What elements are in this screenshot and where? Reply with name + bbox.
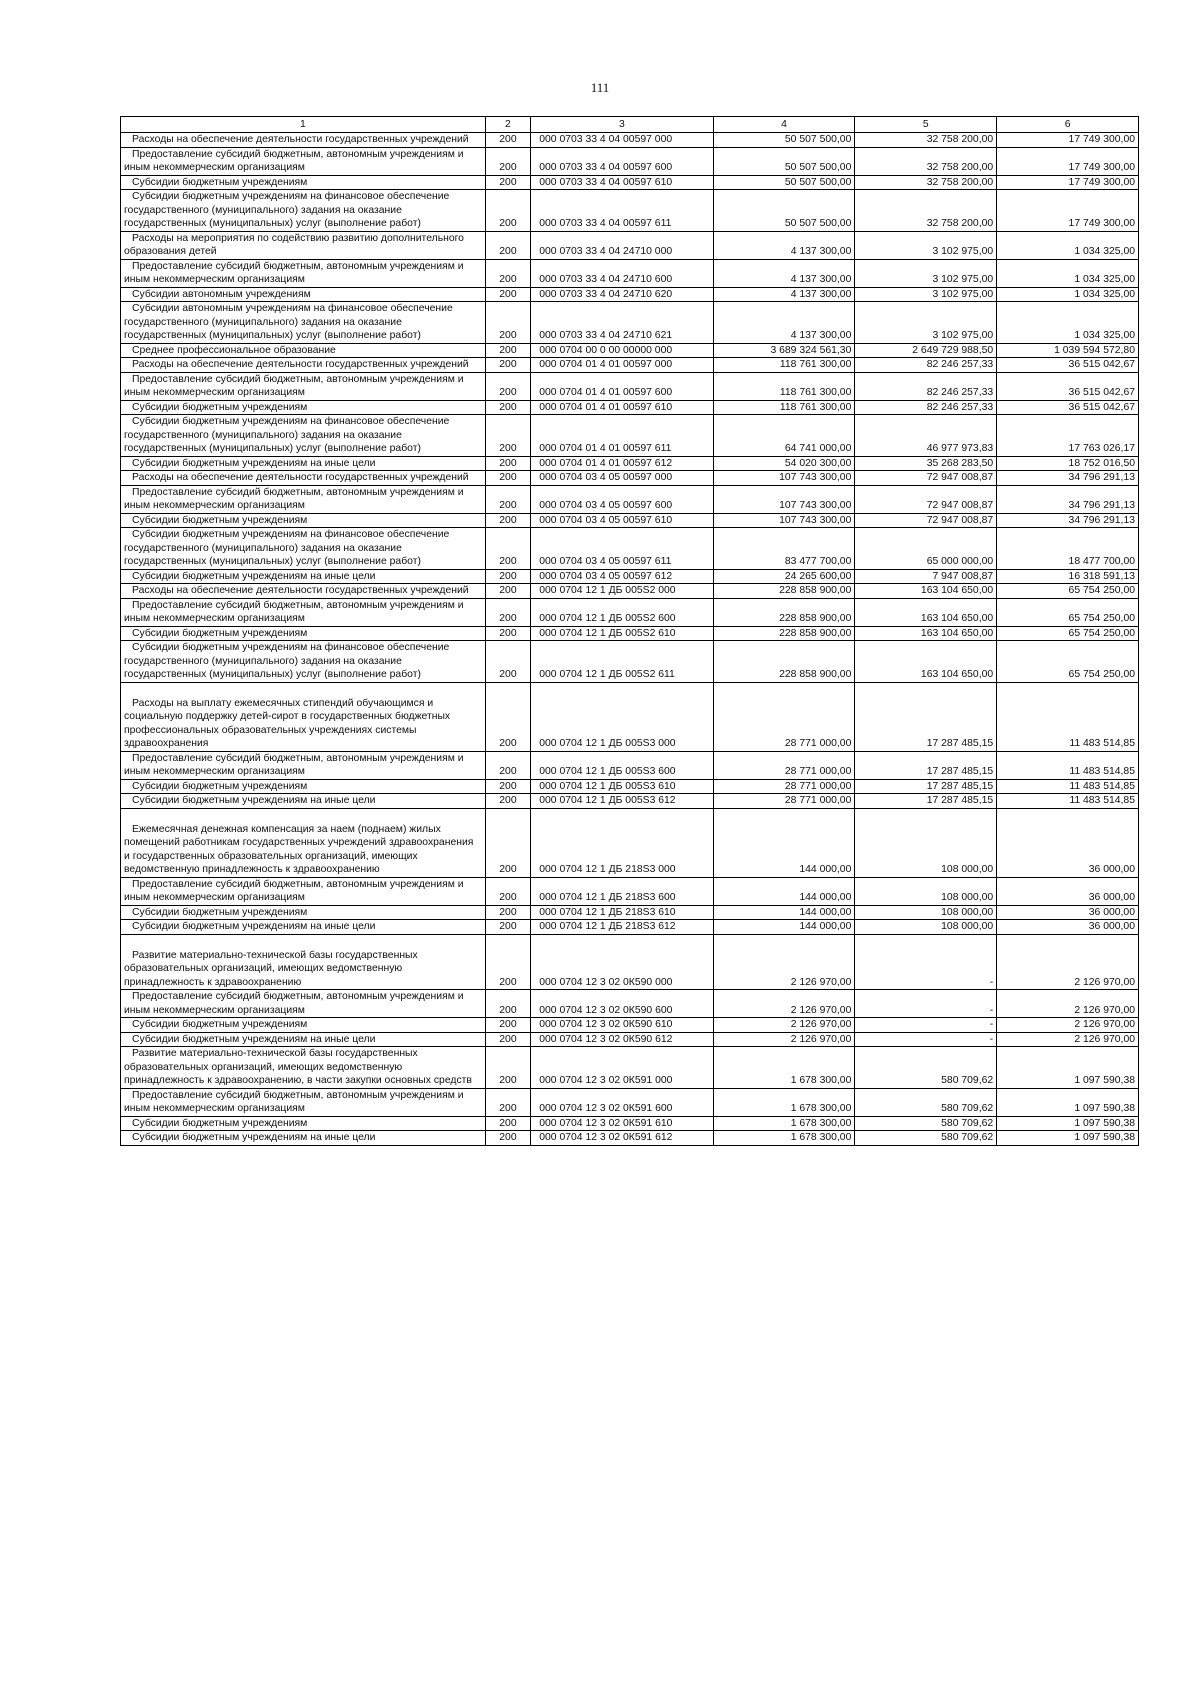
row-admin-code: 200 <box>485 400 531 415</box>
row-admin-code: 200 <box>485 877 531 905</box>
row-budget-code: 000 0704 01 4 01 00597 600 <box>531 372 713 400</box>
row-name: Субсидии бюджетным учреждениям <box>121 779 486 794</box>
table-row <box>121 485 1139 513</box>
row-value-col4: 144 000,00 <box>713 920 855 935</box>
header-col-4: 4 <box>713 117 855 133</box>
row-budget-code: 000 0704 12 1 ДБ 218S3 610 <box>531 905 713 920</box>
row-value-col5: - <box>855 1018 997 1033</box>
row-budget-code: 000 0704 12 3 02 0К591 610 <box>531 1116 713 1131</box>
row-value-col4: 228 858 900,00 <box>713 626 855 641</box>
row-admin-code: 200 <box>485 147 531 175</box>
row-value-col5: 7 947 008,87 <box>855 569 997 584</box>
table-row <box>121 877 1139 905</box>
row-value-col5: 3 102 975,00 <box>855 231 997 259</box>
row-value-col4: 83 477 700,00 <box>713 528 855 570</box>
row-value-col6: 1 039 594 572,80 <box>997 343 1139 358</box>
row-name: Субсидии бюджетным учреждениям на иные цели <box>121 794 486 809</box>
row-admin-code: 200 <box>485 682 531 751</box>
row-value-col6: 36 000,00 <box>997 877 1139 905</box>
row-admin-code: 200 <box>485 513 531 528</box>
row-name: Расходы на обеспечение деятельности государственных учреждений <box>121 358 486 373</box>
row-admin-code: 200 <box>485 259 531 287</box>
row-value-col6: 34 796 291,13 <box>997 513 1139 528</box>
row-budget-code: 000 0704 03 4 05 00597 600 <box>531 485 713 513</box>
row-value-col5: 72 947 008,87 <box>855 513 997 528</box>
row-admin-code: 200 <box>485 1018 531 1033</box>
row-admin-code: 200 <box>485 1131 531 1146</box>
row-value-col4: 144 000,00 <box>713 877 855 905</box>
row-name: Субсидии бюджетным учреждениям на иные цели <box>121 920 486 935</box>
table-row <box>121 372 1139 400</box>
row-value-col6: 1 097 590,38 <box>997 1116 1139 1131</box>
row-value-col5: 3 102 975,00 <box>855 259 997 287</box>
row-value-col6: 36 000,00 <box>997 808 1139 877</box>
row-value-col6: 2 126 970,00 <box>997 990 1139 1018</box>
row-name: Субсидии бюджетным учреждениям на иные цели <box>121 456 486 471</box>
row-budget-code: 000 0704 12 3 02 0К590 612 <box>531 1032 713 1047</box>
row-admin-code: 200 <box>485 415 531 457</box>
row-admin-code: 200 <box>485 905 531 920</box>
row-budget-code: 000 0704 12 1 ДБ 005S2 600 <box>531 598 713 626</box>
table-row <box>121 682 1139 751</box>
row-value-col5: 17 287 485,15 <box>855 751 997 779</box>
row-name: Субсидии бюджетным учреждениям <box>121 175 486 190</box>
row-value-col6: 1 034 325,00 <box>997 259 1139 287</box>
row-budget-code: 000 0704 12 3 02 0К591 612 <box>531 1131 713 1146</box>
table-row <box>121 905 1139 920</box>
row-value-col6: 11 483 514,85 <box>997 794 1139 809</box>
row-admin-code: 200 <box>485 934 531 990</box>
row-admin-code: 200 <box>485 343 531 358</box>
row-budget-code: 000 0704 12 1 ДБ 218S3 000 <box>531 808 713 877</box>
table-row <box>121 1131 1139 1146</box>
row-name: Предоставление субсидий бюджетным, автономным учреждениям и иным некоммерческим организациям <box>121 598 486 626</box>
row-budget-code: 000 0704 01 4 01 00597 610 <box>531 400 713 415</box>
row-name: Расходы на обеспечение деятельности государственных учреждений <box>121 471 486 486</box>
row-value-col4: 228 858 900,00 <box>713 598 855 626</box>
row-value-col4: 107 743 300,00 <box>713 513 855 528</box>
row-admin-code: 200 <box>485 626 531 641</box>
row-admin-code: 200 <box>485 751 531 779</box>
row-value-col4: 24 265 600,00 <box>713 569 855 584</box>
header-col-3: 3 <box>531 117 713 133</box>
row-value-col5: - <box>855 990 997 1018</box>
row-value-col4: 2 126 970,00 <box>713 990 855 1018</box>
row-admin-code: 200 <box>485 641 531 683</box>
row-budget-code: 000 0704 12 1 ДБ 005S3 610 <box>531 779 713 794</box>
row-budget-code: 000 0704 12 1 ДБ 005S2 611 <box>531 641 713 683</box>
row-value-col6: 65 754 250,00 <box>997 626 1139 641</box>
row-name: Расходы на обеспечение деятельности государственных учреждений <box>121 133 486 148</box>
row-value-col4: 4 137 300,00 <box>713 287 855 302</box>
table-row <box>121 779 1139 794</box>
row-value-col4: 4 137 300,00 <box>713 259 855 287</box>
table-row <box>121 400 1139 415</box>
row-budget-code: 000 0704 12 1 ДБ 005S3 600 <box>531 751 713 779</box>
row-name: Субсидии бюджетным учреждениям <box>121 1116 486 1131</box>
header-col-1: 1 <box>121 117 486 133</box>
row-value-col4: 50 507 500,00 <box>713 175 855 190</box>
table-row <box>121 343 1139 358</box>
row-value-col6: 17 763 026,17 <box>997 415 1139 457</box>
row-name: Субсидии бюджетным учреждениям на финансовое обеспечение государственного (муниципального) задания на оказание государственных (муниципальных) услуг (выполнение работ) <box>121 641 486 683</box>
row-value-col5: 72 947 008,87 <box>855 471 997 486</box>
row-value-col4: 4 137 300,00 <box>713 231 855 259</box>
row-budget-code: 000 0704 12 3 02 0К590 000 <box>531 934 713 990</box>
row-name: Развитие материально-технической базы государственных образовательных организаций, имеющих ведомственную принадлежность к здравоохранению <box>121 934 486 990</box>
row-admin-code: 200 <box>485 808 531 877</box>
row-admin-code: 200 <box>485 1047 531 1089</box>
row-value-col6: 2 126 970,00 <box>997 1018 1139 1033</box>
row-budget-code: 000 0703 33 4 04 00597 611 <box>531 190 713 232</box>
row-value-col4: 144 000,00 <box>713 808 855 877</box>
row-admin-code: 200 <box>485 1032 531 1047</box>
row-value-col6: 1 034 325,00 <box>997 302 1139 344</box>
row-value-col5: 32 758 200,00 <box>855 147 997 175</box>
row-value-col6: 1 097 590,38 <box>997 1047 1139 1089</box>
table-row <box>121 528 1139 570</box>
row-value-col5: 580 709,62 <box>855 1116 997 1131</box>
row-value-col5: 163 104 650,00 <box>855 626 997 641</box>
row-value-col6: 36 000,00 <box>997 920 1139 935</box>
row-budget-code: 000 0704 03 4 05 00597 610 <box>531 513 713 528</box>
table-row <box>121 1088 1139 1116</box>
row-value-col4: 2 126 970,00 <box>713 1018 855 1033</box>
row-value-col5: 108 000,00 <box>855 877 997 905</box>
row-admin-code: 200 <box>485 779 531 794</box>
row-admin-code: 200 <box>485 372 531 400</box>
row-admin-code: 200 <box>485 175 531 190</box>
table-row <box>121 358 1139 373</box>
table-row <box>121 287 1139 302</box>
row-value-col4: 50 507 500,00 <box>713 133 855 148</box>
row-budget-code: 000 0704 12 3 02 0К590 610 <box>531 1018 713 1033</box>
row-admin-code: 200 <box>485 598 531 626</box>
table-row <box>121 175 1139 190</box>
row-value-col5: 3 102 975,00 <box>855 287 997 302</box>
row-value-col4: 228 858 900,00 <box>713 584 855 599</box>
row-value-col6: 2 126 970,00 <box>997 934 1139 990</box>
row-name: Предоставление субсидий бюджетным, автономным учреждениям и иным некоммерческим организациям <box>121 990 486 1018</box>
row-name: Субсидии бюджетным учреждениям <box>121 905 486 920</box>
row-admin-code: 200 <box>485 485 531 513</box>
table-row <box>121 569 1139 584</box>
row-value-col5: 108 000,00 <box>855 808 997 877</box>
row-name: Субсидии бюджетным учреждениям на финансовое обеспечение государственного (муниципального) задания на оказание государственных (муниципальных) услуг (выполнение работ) <box>121 415 486 457</box>
row-admin-code: 200 <box>485 302 531 344</box>
row-value-col5: 32 758 200,00 <box>855 190 997 232</box>
row-value-col5: 108 000,00 <box>855 920 997 935</box>
row-value-col5: 35 268 283,50 <box>855 456 997 471</box>
row-value-col4: 1 678 300,00 <box>713 1088 855 1116</box>
row-admin-code: 200 <box>485 584 531 599</box>
row-name: Предоставление субсидий бюджетным, автономным учреждениям и иным некоммерческим организациям <box>121 485 486 513</box>
row-value-col5: 82 246 257,33 <box>855 372 997 400</box>
row-value-col5: 580 709,62 <box>855 1131 997 1146</box>
row-admin-code: 200 <box>485 1116 531 1131</box>
row-value-col6: 34 796 291,13 <box>997 485 1139 513</box>
row-admin-code: 200 <box>485 287 531 302</box>
row-budget-code: 000 0704 01 4 01 00597 611 <box>531 415 713 457</box>
row-value-col5: 163 104 650,00 <box>855 584 997 599</box>
row-value-col4: 107 743 300,00 <box>713 485 855 513</box>
row-value-col6: 36 515 042,67 <box>997 400 1139 415</box>
row-value-col4: 64 741 000,00 <box>713 415 855 457</box>
row-budget-code: 000 0704 01 4 01 00597 000 <box>531 358 713 373</box>
table-row <box>121 808 1139 877</box>
row-value-col4: 144 000,00 <box>713 905 855 920</box>
table-row <box>121 626 1139 641</box>
row-value-col4: 1 678 300,00 <box>713 1047 855 1089</box>
row-value-col5: - <box>855 1032 997 1047</box>
row-name: Предоставление субсидий бюджетным, автономным учреждениям и иным некоммерческим организациям <box>121 751 486 779</box>
table-row <box>121 1032 1139 1047</box>
row-admin-code: 200 <box>485 231 531 259</box>
table-row <box>121 190 1139 232</box>
row-value-col5: 72 947 008,87 <box>855 485 997 513</box>
row-name: Субсидии бюджетным учреждениям <box>121 400 486 415</box>
header-col-6: 6 <box>997 117 1139 133</box>
row-name: Предоставление субсидий бюджетным, автономным учреждениям и иным некоммерческим организациям <box>121 877 486 905</box>
row-name: Среднее профессиональное образование <box>121 343 486 358</box>
row-name: Субсидии бюджетным учреждениям <box>121 1018 486 1033</box>
row-value-col4: 118 761 300,00 <box>713 372 855 400</box>
table-row <box>121 302 1139 344</box>
table-row <box>121 513 1139 528</box>
row-value-col6: 65 754 250,00 <box>997 598 1139 626</box>
table-row <box>121 147 1139 175</box>
row-name: Расходы на выплату ежемесячных стипендий обучающимся и социальную поддержку детей-сирот в государственных бюджетных профессиональных образовательных учреждениях системы здравоохранения <box>121 682 486 751</box>
header-row <box>121 117 1139 133</box>
row-name: Ежемесячная денежная компенсация за наем (поднаем) жилых помещений работникам государственных учреждений здравоохранения и государственных образовательных организаций, имеющих ведомственную принадлежность к здравоохранению <box>121 808 486 877</box>
row-value-col5: 32 758 200,00 <box>855 175 997 190</box>
row-admin-code: 200 <box>485 456 531 471</box>
row-value-col4: 3 689 324 561,30 <box>713 343 855 358</box>
row-value-col5: 163 104 650,00 <box>855 598 997 626</box>
row-value-col5: 17 287 485,15 <box>855 794 997 809</box>
row-value-col5: 46 977 973,83 <box>855 415 997 457</box>
row-value-col5: - <box>855 934 997 990</box>
row-value-col5: 82 246 257,33 <box>855 358 997 373</box>
row-name: Субсидии бюджетным учреждениям на финансовое обеспечение государственного (муниципального) задания на оказание государственных (муниципальных) услуг (выполнение работ) <box>121 528 486 570</box>
row-admin-code: 200 <box>485 920 531 935</box>
header-col-2: 2 <box>485 117 531 133</box>
page-number: 111 <box>590 80 610 95</box>
row-value-col4: 228 858 900,00 <box>713 641 855 683</box>
row-budget-code: 000 0703 33 4 04 24710 600 <box>531 259 713 287</box>
row-value-col5: 2 649 729 988,50 <box>855 343 997 358</box>
table-row <box>121 598 1139 626</box>
row-budget-code: 000 0703 33 4 04 00597 600 <box>531 147 713 175</box>
row-value-col4: 50 507 500,00 <box>713 147 855 175</box>
row-admin-code: 200 <box>485 133 531 148</box>
row-value-col6: 11 483 514,85 <box>997 779 1139 794</box>
row-value-col6: 1 034 325,00 <box>997 231 1139 259</box>
row-name: Предоставление субсидий бюджетным, автономным учреждениям и иным некоммерческим организациям <box>121 259 486 287</box>
row-budget-code: 000 0704 03 4 05 00597 612 <box>531 569 713 584</box>
table-row <box>121 1116 1139 1131</box>
row-name: Субсидии бюджетным учреждениям на иные цели <box>121 569 486 584</box>
row-admin-code: 200 <box>485 569 531 584</box>
row-value-col6: 1 097 590,38 <box>997 1131 1139 1146</box>
row-budget-code: 000 0703 33 4 04 00597 610 <box>531 175 713 190</box>
table-row <box>121 133 1139 148</box>
row-value-col4: 107 743 300,00 <box>713 471 855 486</box>
row-name: Субсидии бюджетным учреждениям <box>121 626 486 641</box>
row-value-col4: 28 771 000,00 <box>713 751 855 779</box>
table-row <box>121 641 1139 683</box>
row-admin-code: 200 <box>485 471 531 486</box>
table-row <box>121 584 1139 599</box>
row-value-col6: 1 097 590,38 <box>997 1088 1139 1116</box>
row-budget-code: 000 0703 33 4 04 24710 620 <box>531 287 713 302</box>
row-value-col5: 32 758 200,00 <box>855 133 997 148</box>
row-admin-code: 200 <box>485 990 531 1018</box>
row-value-col4: 2 126 970,00 <box>713 1032 855 1047</box>
row-value-col6: 36 515 042,67 <box>997 358 1139 373</box>
row-name: Развитие материально-технической базы государственных образовательных организаций, имеющих ведомственную принадлежность к здравоохранению, в части закупки основных средств <box>121 1047 486 1089</box>
table-row <box>121 920 1139 935</box>
table-row <box>121 259 1139 287</box>
row-value-col5: 82 246 257,33 <box>855 400 997 415</box>
row-value-col6: 65 754 250,00 <box>997 584 1139 599</box>
row-value-col4: 118 761 300,00 <box>713 358 855 373</box>
row-name: Субсидии автономным учреждениям на финансовое обеспечение государственного (муниципального) задания на оказание государственных (муниципальных) услуг (выполнение работ) <box>121 302 486 344</box>
row-value-col6: 17 749 300,00 <box>997 175 1139 190</box>
row-value-col6: 11 483 514,85 <box>997 682 1139 751</box>
row-admin-code: 200 <box>485 190 531 232</box>
row-admin-code: 200 <box>485 1088 531 1116</box>
row-admin-code: 200 <box>485 358 531 373</box>
row-value-col4: 28 771 000,00 <box>713 682 855 751</box>
row-budget-code: 000 0704 12 1 ДБ 005S3 612 <box>531 794 713 809</box>
header-col-5: 5 <box>855 117 997 133</box>
row-value-col4: 1 678 300,00 <box>713 1116 855 1131</box>
row-value-col4: 1 678 300,00 <box>713 1131 855 1146</box>
row-name: Субсидии бюджетным учреждениям <box>121 513 486 528</box>
row-value-col5: 108 000,00 <box>855 905 997 920</box>
row-budget-code: 000 0703 33 4 04 00597 000 <box>531 133 713 148</box>
row-name: Субсидии бюджетным учреждениям на финансовое обеспечение государственного (муниципального) задания на оказание государственных (муниципальных) услуг (выполнение работ) <box>121 190 486 232</box>
row-name: Расходы на обеспечение деятельности государственных учреждений <box>121 584 486 599</box>
row-value-col5: 17 287 485,15 <box>855 682 997 751</box>
row-value-col6: 16 318 591,13 <box>997 569 1139 584</box>
row-budget-code: 000 0704 12 1 ДБ 218S3 612 <box>531 920 713 935</box>
row-value-col4: 2 126 970,00 <box>713 934 855 990</box>
row-budget-code: 000 0704 12 1 ДБ 005S2 610 <box>531 626 713 641</box>
table-row <box>121 990 1139 1018</box>
table-row <box>121 751 1139 779</box>
row-value-col4: 54 020 300,00 <box>713 456 855 471</box>
row-name: Предоставление субсидий бюджетным, автономным учреждениям и иным некоммерческим организациям <box>121 372 486 400</box>
row-value-col6: 36 000,00 <box>997 905 1139 920</box>
row-budget-code: 000 0704 03 4 05 00597 000 <box>531 471 713 486</box>
row-value-col6: 18 477 700,00 <box>997 528 1139 570</box>
row-budget-code: 000 0704 12 1 ДБ 218S3 600 <box>531 877 713 905</box>
row-value-col4: 118 761 300,00 <box>713 400 855 415</box>
table-row <box>121 794 1139 809</box>
row-value-col6: 17 749 300,00 <box>997 133 1139 148</box>
row-value-col6: 17 749 300,00 <box>997 190 1139 232</box>
row-value-col6: 18 752 016,50 <box>997 456 1139 471</box>
row-value-col4: 4 137 300,00 <box>713 302 855 344</box>
table-row <box>121 1047 1139 1089</box>
row-name: Субсидии автономным учреждениям <box>121 287 486 302</box>
row-budget-code: 000 0704 03 4 05 00597 611 <box>531 528 713 570</box>
row-value-col6: 11 483 514,85 <box>997 751 1139 779</box>
row-budget-code: 000 0704 01 4 01 00597 612 <box>531 456 713 471</box>
row-value-col6: 2 126 970,00 <box>997 1032 1139 1047</box>
row-value-col5: 163 104 650,00 <box>855 641 997 683</box>
budget-table <box>120 116 1139 1146</box>
row-value-col5: 65 000 000,00 <box>855 528 997 570</box>
row-admin-code: 200 <box>485 528 531 570</box>
table-body <box>121 133 1139 1146</box>
row-budget-code: 000 0704 12 1 ДБ 005S3 000 <box>531 682 713 751</box>
row-value-col6: 34 796 291,13 <box>997 471 1139 486</box>
row-value-col6: 1 034 325,00 <box>997 287 1139 302</box>
row-budget-code: 000 0704 12 3 02 0К591 000 <box>531 1047 713 1089</box>
row-value-col5: 580 709,62 <box>855 1047 997 1089</box>
row-budget-code: 000 0704 12 3 02 0К590 600 <box>531 990 713 1018</box>
row-name: Субсидии бюджетным учреждениям на иные цели <box>121 1032 486 1047</box>
row-value-col4: 28 771 000,00 <box>713 794 855 809</box>
row-value-col6: 65 754 250,00 <box>997 641 1139 683</box>
row-name: Предоставление субсидий бюджетным, автономным учреждениям и иным некоммерческим организациям <box>121 147 486 175</box>
table-row <box>121 456 1139 471</box>
row-value-col4: 50 507 500,00 <box>713 190 855 232</box>
row-value-col5: 3 102 975,00 <box>855 302 997 344</box>
row-budget-code: 000 0704 12 1 ДБ 005S2 000 <box>531 584 713 599</box>
row-budget-code: 000 0704 00 0 00 00000 000 <box>531 343 713 358</box>
row-value-col6: 36 515 042,67 <box>997 372 1139 400</box>
row-value-col6: 17 749 300,00 <box>997 147 1139 175</box>
table-row <box>121 231 1139 259</box>
row-admin-code: 200 <box>485 794 531 809</box>
row-name: Предоставление субсидий бюджетным, автономным учреждениям и иным некоммерческим организациям <box>121 1088 486 1116</box>
table-row <box>121 471 1139 486</box>
row-name: Субсидии бюджетным учреждениям на иные цели <box>121 1131 486 1146</box>
row-budget-code: 000 0703 33 4 04 24710 000 <box>531 231 713 259</box>
row-value-col5: 17 287 485,15 <box>855 779 997 794</box>
row-value-col5: 580 709,62 <box>855 1088 997 1116</box>
table-row <box>121 415 1139 457</box>
row-budget-code: 000 0704 12 3 02 0К591 600 <box>531 1088 713 1116</box>
table-row <box>121 934 1139 990</box>
table-header <box>121 117 1139 133</box>
row-value-col4: 28 771 000,00 <box>713 779 855 794</box>
table-row <box>121 1018 1139 1033</box>
row-budget-code: 000 0703 33 4 04 24710 621 <box>531 302 713 344</box>
row-name: Расходы на мероприятия по содействию развитию дополнительного образования детей <box>121 231 486 259</box>
